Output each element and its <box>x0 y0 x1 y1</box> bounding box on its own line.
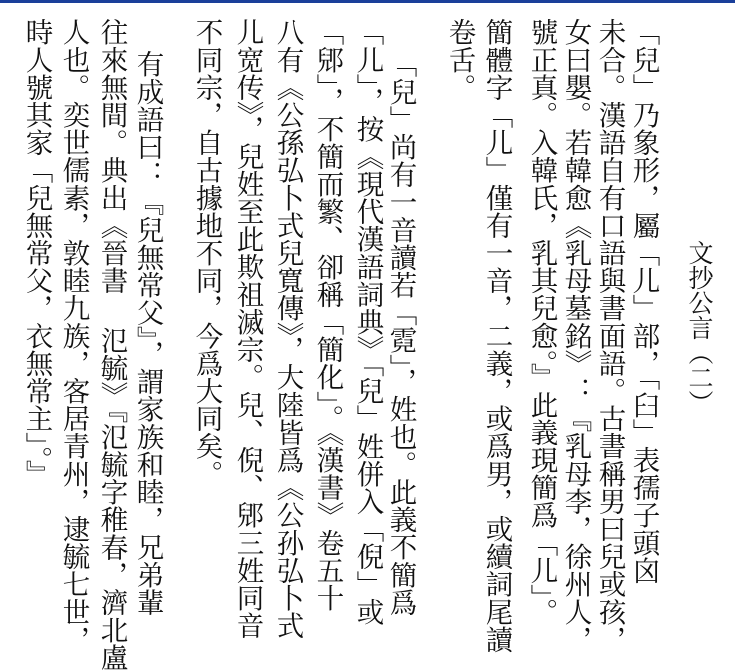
text-line: 「儿」，按《現代漢語詞典》「兒」姓併入「倪」或 <box>351 18 384 626</box>
text-line: 不同宗，自古據地不同，今爲大同矣。 <box>190 18 223 488</box>
page-title: 文抄公言（二） <box>685 240 714 415</box>
text-line: 人也。奕世儒素，敦睦九族，客居青州，逮毓七世， <box>57 18 90 653</box>
text-line: 八有《公孫弘卜式兒寬傳》，大陸皆爲《公孙弘卜式 <box>271 18 304 640</box>
text-line: 有成語曰：『兒無常父』，謂家族和睦，兄弟輩 <box>131 50 164 616</box>
text-line: 號正真。入韓氏，乳其兒愈。』此義現簡爲「儿」。 <box>525 18 558 626</box>
text-line: 「兒」尚有一音讀若「霓」，姓也。此義不簡爲 <box>384 50 417 616</box>
text-line: 「郳」，不簡而繁、卻稱「簡化」。《漢書》卷五十 <box>311 18 344 612</box>
text-line: 簡體字「儿」僅有一音，二義，或爲男，或續詞尾讀 <box>480 18 513 653</box>
text-line: 往來無間。典出《晉書 氾毓》『氾毓字稚春，濟北盧 <box>95 18 128 671</box>
text-line: 「兒」乃象形，屬「儿」部，「臼」表孺子頭囟 <box>627 18 660 584</box>
text-line: 卷舌。 <box>443 18 476 101</box>
text-line: 時人號其家「兒無常父，衣無常主」。』 <box>20 18 53 488</box>
text-line: 未合。漢語自有口語與書面語。古書稱男曰兒或孩， <box>593 18 626 653</box>
text-line: 女曰嬰。若韓愈《乳母墓銘》：『乳母李，徐州人， <box>559 18 592 653</box>
text-line: 儿宽传》，兒姓至此欺祖滅宗。兒、倪、郳三姓同音 <box>231 18 264 640</box>
